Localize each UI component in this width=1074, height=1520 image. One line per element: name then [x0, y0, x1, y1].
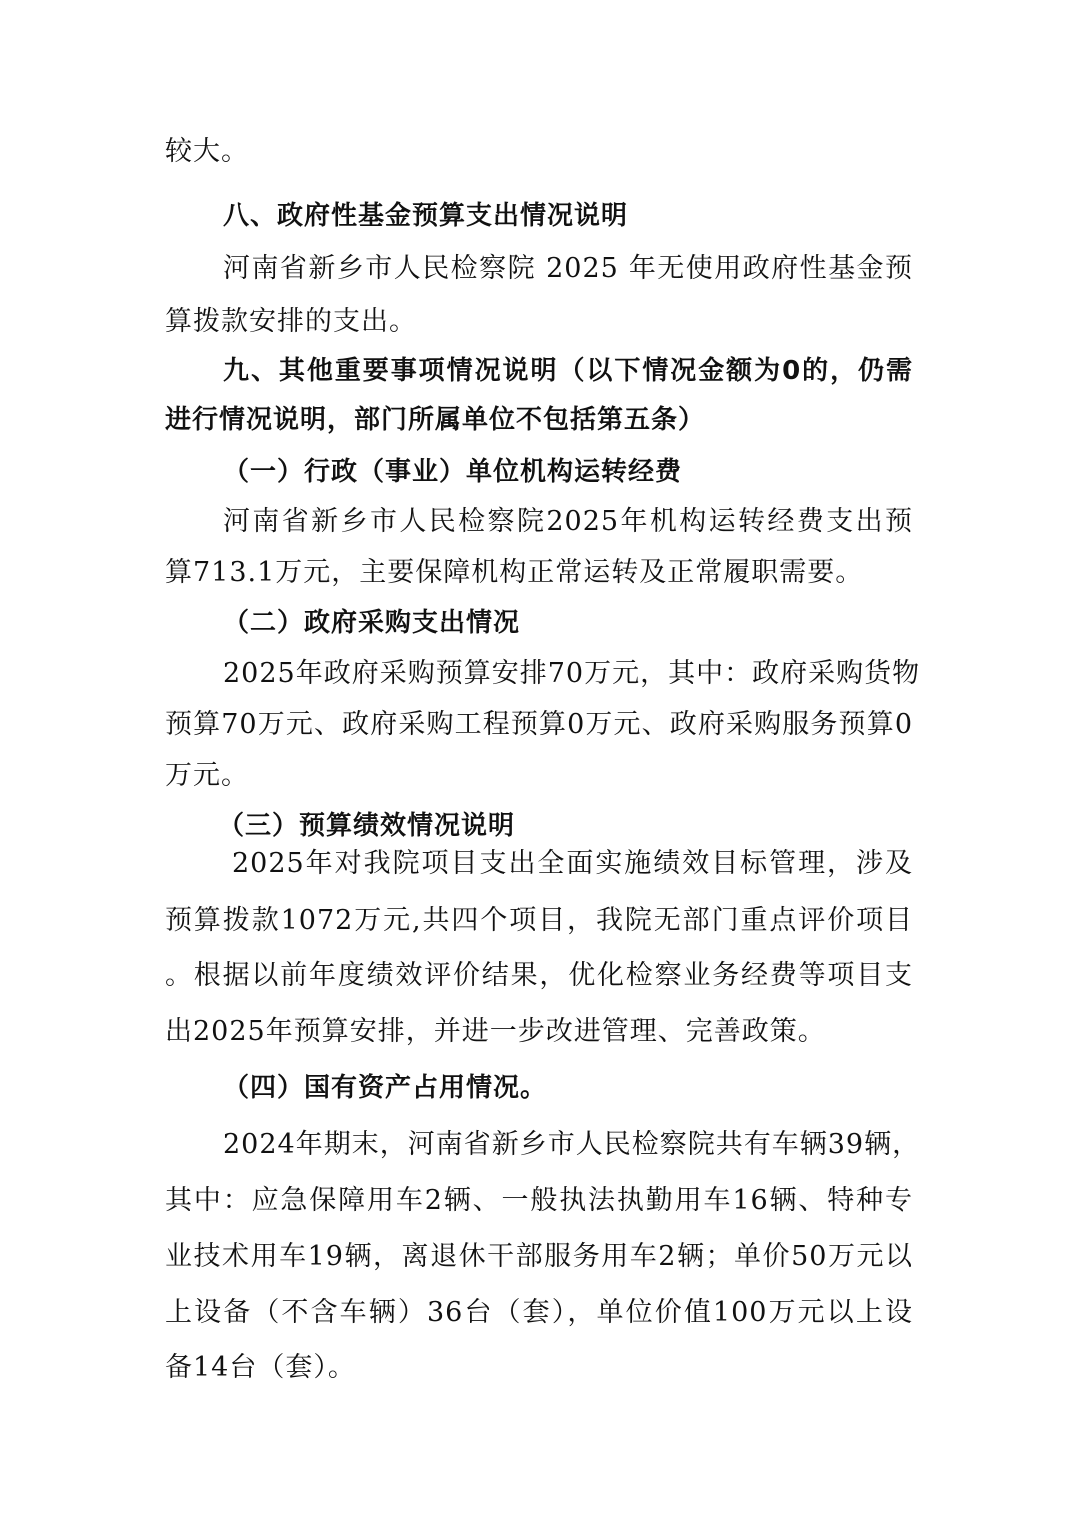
paragraph-line: 上设备（不含车辆）36台（套），单位价值100万元以上设: [165, 1297, 913, 1328]
paragraph-line: 出2025年预算安排，并进一步改进管理、完善政策。: [165, 1016, 826, 1047]
paragraph-line: 业技术用车19辆，离退休干部服务用车2辆；单价50万元以: [165, 1241, 913, 1272]
paragraph-line: 其中：应急保障用车2辆、一般执法执勤用车16辆、特种专: [165, 1185, 913, 1216]
paragraph-line: 万元。: [165, 760, 249, 791]
subsection-heading-1: （一）行政（事业）单位机构运转经费: [223, 457, 683, 487]
paragraph-line: 2025年政府采购预算安排70万元，其中：政府采购货物: [223, 658, 921, 689]
paragraph-line: 河南省新乡市人民检察院 2025 年无使用政府性基金预: [223, 253, 913, 284]
paragraph-line: 2024年期末，河南省新乡市人民检察院共有车辆39辆，: [223, 1129, 921, 1160]
section-heading-9: 九、其他重要事项情况说明（以下情况金额为0的，仍需: [223, 356, 913, 386]
paragraph-line: 算拨款安排的支出。: [165, 306, 417, 337]
subsection-heading-3: （三）预算绩效情况说明: [218, 811, 516, 841]
paragraph-line: 2025年对我院项目支出全面实施绩效目标管理，涉及: [232, 848, 913, 879]
paragraph-line: 。根据以前年度绩效评价结果，优化检察业务经费等项目支: [165, 960, 913, 991]
subsection-heading-4: （四）国有资产占用情况。: [223, 1073, 548, 1103]
section-heading-9-cont: 进行情况说明，部门所属单位不包括第五条）: [165, 405, 706, 435]
paragraph-line: 预算拨款1072万元,共四个项目，我院无部门重点评价项目: [165, 905, 913, 936]
paragraph-line: 算713.1万元，主要保障机构正常运转及正常履职需要。: [165, 557, 864, 588]
paragraph-line: 河南省新乡市人民检察院2025年机构运转经费支出预: [223, 506, 913, 537]
paragraph-line: 预算70万元、政府采购工程预算0万元、政府采购服务预算0: [165, 709, 913, 740]
subsection-heading-2: （二）政府采购支出情况: [223, 608, 521, 638]
paragraph-line: 备14台（套）。: [165, 1352, 356, 1383]
paragraph-line: 较大。: [165, 136, 249, 167]
section-heading-8: 八、政府性基金预算支出情况说明: [223, 201, 629, 231]
